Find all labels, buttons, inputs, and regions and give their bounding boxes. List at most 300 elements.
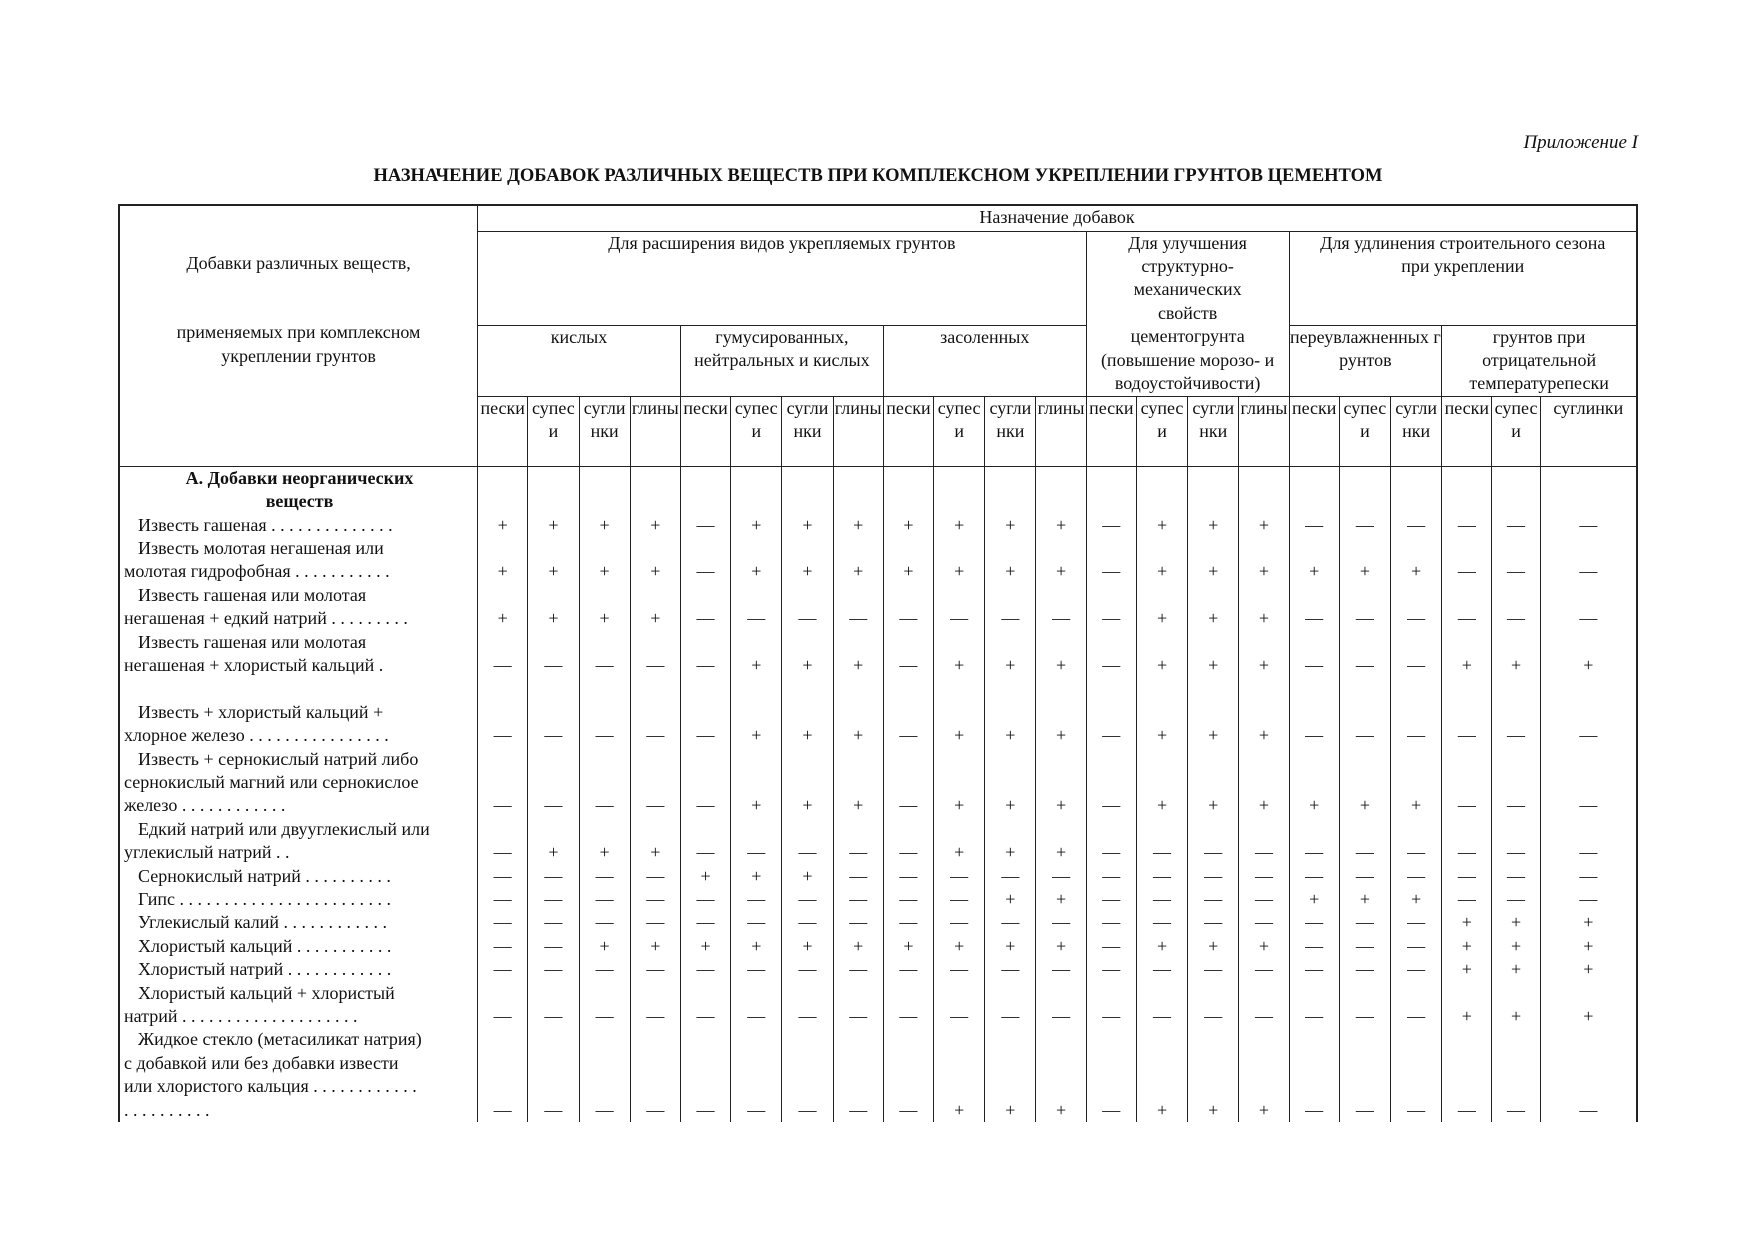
table-cell: — [1540,584,1637,631]
header-soil-sugl: суглинки [579,396,630,466]
row-label-line: . . . . . . . . . . [124,1099,210,1120]
table-cell: — [1086,958,1136,981]
header-group-improve [1086,231,1289,396]
table-cell: + [1540,911,1637,934]
header-soil-supe: супеси [1136,396,1187,466]
table-cell: — [1339,911,1390,934]
table-cell: — [1239,958,1289,981]
header-soil-sugl: суглинки [1188,396,1239,466]
table-cell: + [1136,537,1187,584]
row-label-line: Едкий натрий или двууглекислый или [138,818,430,839]
table-cell: — [1540,865,1637,888]
row-label-line: хлорное железо . . . . . . . . . . . . . . . . [124,725,389,746]
table-cell: + [883,935,933,958]
table-cell: — [1289,584,1339,631]
table-cell: + [1442,911,1492,934]
row-label [119,677,478,747]
table-cell: — [680,911,730,934]
table-cell: — [782,911,833,934]
table-cell: — [1442,818,1492,865]
table-cell: — [1391,935,1442,958]
table-cell: — [1540,537,1637,584]
header-stub-line1: Добавки различных веществ, [186,253,411,273]
table-cell: — [985,584,1036,631]
row-label-line: негашеная + хлористый кальций . [124,654,384,675]
table-cell: — [478,818,528,865]
table-cell: + [579,584,630,631]
table-cell: + [934,935,985,958]
header-stub-line2: применяемых при комплексном укреплении грунтов [176,322,421,366]
header-stub [119,205,478,466]
row-label-line: сернокислый магний или сернокислое [124,772,419,792]
table-cell: — [883,958,933,981]
table-cell: — [833,584,883,631]
table-cell: — [731,1028,782,1122]
table-cell: — [1492,537,1540,584]
table-cell: + [1239,631,1289,678]
table-cell: + [1289,888,1339,911]
table-cell: — [1036,958,1086,981]
table-cell: + [1492,958,1540,981]
row-label [119,982,478,1029]
table-cell: — [478,935,528,958]
table-cell: + [1540,935,1637,958]
table-cell: — [1086,537,1136,584]
table-cell: + [934,748,985,818]
table-cell: — [1239,982,1289,1029]
table-cell: — [680,748,730,818]
table-cell: — [1339,982,1390,1029]
table-cell: + [985,1028,1036,1122]
table-cell: — [731,982,782,1029]
table-cell: + [1339,537,1390,584]
table-cell: — [1492,748,1540,818]
table-cell: — [1492,865,1540,888]
table-cell: + [1239,584,1289,631]
row-label-line: молотая гидрофобная . . . . . . . . . . . [124,561,390,582]
page-title: НАЗНАЧЕНИЕ ДОБАВОК РАЗЛИЧНЫХ ВЕЩЕСТВ ПРИ КОМПЛЕКСНОМ УКРЕПЛЕНИИ ГРУНТОВ ЦЕМЕНТОМ [373,166,1383,186]
table-row [119,748,1637,818]
row-label [119,865,478,888]
table-cell: — [1391,958,1442,981]
table-cell: — [1086,584,1136,631]
table-cell: + [985,677,1036,747]
table-cell: — [1391,677,1442,747]
table-cell: + [1136,935,1187,958]
table-cell: — [1086,677,1136,747]
header-soil-supe: супеси [528,396,579,466]
row-label [119,1028,478,1122]
table-cell: — [579,982,630,1029]
table-cell: + [1239,935,1289,958]
table-cell: — [1036,865,1086,888]
table-cell: — [1492,514,1540,537]
table-cell: — [579,888,630,911]
table-cell: — [1391,818,1442,865]
row-label [119,514,478,537]
row-label-line: Известь молотая негашеная или [138,537,384,558]
table-row [119,584,1637,631]
row-label-line: Гипс . . . . . . . . . . . . . . . . . . . . . . . . [138,889,391,910]
table-cell: — [478,865,528,888]
row-label [119,584,478,631]
table-cell: + [1036,631,1086,678]
header-soil-glin: глины [1239,396,1289,466]
row-label-line: или хлористого кальция . . . . . . . . . . . . [124,1076,417,1097]
table-cell: — [1289,865,1339,888]
table-cell: — [528,631,579,678]
table-cell: — [1391,631,1442,678]
table-cell: — [782,584,833,631]
table-cell: — [1391,982,1442,1029]
table-cell: — [1289,1028,1339,1122]
table-cell: — [1540,677,1637,747]
row-label [119,911,478,934]
table-cell: — [1188,982,1239,1029]
table-cell: — [1086,911,1136,934]
table-cell: + [1239,1028,1289,1122]
table-cell: + [1136,677,1187,747]
table-cell: — [985,911,1036,934]
table-cell: + [934,818,985,865]
header-soil-pesk: пески [1289,396,1339,466]
header-soil-sugl: суглинки [782,396,833,466]
header-group-improve-a: Для улучшения структурно-механических свойств [1128,232,1247,323]
table-cell: + [833,514,883,537]
table-cell: + [680,865,730,888]
header-group-improve-b: цементогрунта (повышение морозо- и водоустойчивости) [1100,326,1275,393]
table-cell: + [1136,514,1187,537]
table-cell: + [1442,935,1492,958]
table-cell: — [1289,958,1339,981]
row-label-line: Сернокислый натрий . . . . . . . . . . [138,865,391,886]
table-cell: + [1239,677,1289,747]
table-cell: — [1086,748,1136,818]
header-sub-acid: кислых [478,325,681,396]
row-label [119,935,478,958]
header-soil-pesk: пески [883,396,933,466]
table-cell: + [1239,748,1289,818]
row-label-line: Известь гашеная или молотая [138,584,367,605]
table-cell: + [630,537,680,584]
table-cell: — [680,514,730,537]
table-cell: + [1188,677,1239,747]
table-cell: — [528,935,579,958]
table-cell: + [680,935,730,958]
table-cell: — [1339,958,1390,981]
table-cell: + [1339,748,1390,818]
row-label [119,888,478,911]
table-cell: — [579,1028,630,1122]
table-cell: — [1086,818,1136,865]
table-cell: — [1188,818,1239,865]
table-cell: — [782,958,833,981]
table-cell: — [579,958,630,981]
table-cell: — [1339,514,1390,537]
table-cell: + [731,514,782,537]
table-cell: + [934,677,985,747]
table-cell: — [1442,1028,1492,1122]
row-label [119,537,478,584]
table-cell: — [1086,982,1136,1029]
table-cell: — [1289,911,1339,934]
row-label-line: углекислый натрий . . [124,842,290,863]
header-soil-supe: супеси [1339,396,1390,466]
table-cell: — [833,888,883,911]
table-cell: + [934,514,985,537]
table-row [119,1028,1637,1122]
table-cell: — [1086,631,1136,678]
row-label [119,631,478,678]
table-cell: — [1442,677,1492,747]
table-cell: + [833,537,883,584]
table-cell: + [1036,748,1086,818]
table-cell: — [883,911,933,934]
table-cell: — [528,958,579,981]
table-cell: — [1442,584,1492,631]
table-cell: — [1289,935,1339,958]
header-group-expand: Для расширения видов укрепляемых грунтов [478,231,1087,325]
table-cell: — [1540,514,1637,537]
table-cell: — [1136,982,1187,1029]
table-cell: + [731,537,782,584]
table-row [119,888,1637,911]
table-cell: — [1391,911,1442,934]
table-cell: — [1289,631,1339,678]
table-cell: — [630,677,680,747]
table-cell: + [1136,1028,1187,1122]
table-cell: + [1540,631,1637,678]
table-cell: + [782,537,833,584]
table-cell: + [1391,748,1442,818]
table-cell: + [731,631,782,678]
table-cell: — [782,888,833,911]
table-cell: — [478,982,528,1029]
table-cell: + [833,935,883,958]
row-label [119,748,478,818]
table-cell: — [883,1028,933,1122]
table-cell: — [1391,514,1442,537]
table-cell: + [630,514,680,537]
table-cell: + [1339,888,1390,911]
table-cell: + [478,584,528,631]
table-cell: + [1391,537,1442,584]
table-cell: + [1188,631,1239,678]
table-cell: + [579,935,630,958]
table-cell: — [579,748,630,818]
row-label-line: Жидкое стекло (метасиликат натрия) [138,1029,422,1050]
table-cell: — [1239,911,1289,934]
table-cell: — [1492,1028,1540,1122]
table-cell: — [731,818,782,865]
table-cell: + [1442,982,1492,1029]
table-cell: + [1540,982,1637,1029]
table-cell: — [528,1028,579,1122]
table-cell: + [630,584,680,631]
table-cell: — [630,911,680,934]
table-cell: + [1188,584,1239,631]
table-cell: — [1136,888,1187,911]
table-cell: + [579,537,630,584]
table-cell: — [1339,1028,1390,1122]
table-cell: — [1339,865,1390,888]
header-soil-supe: супеси [731,396,782,466]
header-sub-saline: засоленных [883,325,1086,396]
table-cell: — [833,911,883,934]
table-cell: — [478,677,528,747]
table-cell: — [1136,865,1187,888]
table-cell: + [478,537,528,584]
table-cell: — [528,911,579,934]
header-soil-pesk: пески [478,396,528,466]
table-cell: — [833,958,883,981]
header-soil-glin: глины [1036,396,1086,466]
table-cell: — [630,888,680,911]
table-cell: + [985,514,1036,537]
header-sub-negative: грунтов при отрицательной температурепески [1442,325,1637,396]
table-cell: — [1086,1028,1136,1122]
table-cell: + [1136,584,1187,631]
table-cell: — [630,748,680,818]
table-cell: — [731,584,782,631]
table-cell: — [731,911,782,934]
table-cell: — [833,982,883,1029]
header-soil-supe: супеси [1492,396,1540,466]
table-cell: + [934,631,985,678]
table-cell: — [680,537,730,584]
row-label-line: Известь + хлористый кальций + [138,701,384,722]
table-cell: + [985,631,1036,678]
table-cell: — [883,982,933,1029]
table-cell: — [630,958,680,981]
header-soil-sugl: суглинки [1391,396,1442,466]
row-label-line: Хлористый натрий . . . . . . . . . . . . [138,959,392,980]
table-cell: + [1036,514,1086,537]
table-cell: + [528,537,579,584]
table-cell: + [1540,958,1637,981]
table-cell: + [782,935,833,958]
table-cell: + [1239,537,1289,584]
header-soil-glin: глины [833,396,883,466]
table-cell: + [1036,935,1086,958]
table-cell: — [680,677,730,747]
table-cell: + [1188,748,1239,818]
table-cell: + [1289,537,1339,584]
table-cell: + [1239,514,1289,537]
table-cell: — [1540,748,1637,818]
additives-table [118,204,1638,1122]
table-row [119,935,1637,958]
table-cell: — [833,865,883,888]
table-cell: — [1540,888,1637,911]
table-cell: + [1492,935,1540,958]
table-cell: — [1136,818,1187,865]
table-cell: — [1492,888,1540,911]
table-cell: — [579,677,630,747]
table-cell: — [1540,1028,1637,1122]
table-cell: + [1036,818,1086,865]
table-cell: — [1036,584,1086,631]
header-sub-wet: переувлажненных грунтов [1289,325,1442,396]
row-label-line: железо . . . . . . . . . . . . [124,795,286,816]
table-cell: — [1442,537,1492,584]
table-cell: + [579,514,630,537]
table-cell: + [1492,982,1540,1029]
table-cell: — [1442,748,1492,818]
table-cell: + [833,748,883,818]
header-sub-humus: гумусированных, нейтральных и кислых [680,325,883,396]
table-cell: — [579,911,630,934]
table-cell: + [1492,911,1540,934]
header-soil-sugl-last: суглинки [1540,396,1637,466]
table-cell: — [680,982,730,1029]
table-cell: — [478,958,528,981]
table-cell: — [883,584,933,631]
table-cell: — [1136,958,1187,981]
appendix-label: Приложение I [1523,132,1638,153]
table-cell: — [630,982,680,1029]
table-cell: — [934,958,985,981]
table-cell: — [478,748,528,818]
table-cell: — [1492,818,1540,865]
table-cell: — [1086,888,1136,911]
table-cell: — [731,958,782,981]
table-cell: — [1188,888,1239,911]
table-cell: — [1442,865,1492,888]
table-row [119,537,1637,584]
table-cell: — [1036,911,1086,934]
row-label-line: негашеная + едкий натрий . . . . . . . . . [124,608,408,629]
table-cell: — [833,1028,883,1122]
table-cell: — [1188,958,1239,981]
table-cell: + [782,865,833,888]
table-cell: + [934,537,985,584]
table-cell: — [528,748,579,818]
table-cell: — [680,888,730,911]
header-soil-pesk: пески [1442,396,1492,466]
table-cell: + [1188,537,1239,584]
table-cell: + [1289,748,1339,818]
table-cell: — [1086,865,1136,888]
header-soil-supe: супеси [934,396,985,466]
table-cell: — [1239,818,1289,865]
table-cell: + [1442,958,1492,981]
table-cell: — [478,1028,528,1122]
table-cell: — [680,818,730,865]
table-cell: + [782,631,833,678]
table-cell: + [985,935,1036,958]
table-cell: — [1239,888,1289,911]
table-cell: — [680,958,730,981]
row-label [119,818,478,865]
table-cell: — [1289,677,1339,747]
table-cell: — [1339,818,1390,865]
table-cell: — [528,865,579,888]
header-soil-glin: глины [630,396,680,466]
table-cell: — [934,888,985,911]
row-label-line: Известь + сернокислый натрий либо [138,748,419,769]
table-cell: + [985,818,1036,865]
table-cell: — [985,865,1036,888]
table-cell: + [1036,888,1086,911]
table-cell: — [782,982,833,1029]
table-cell: — [1339,677,1390,747]
table-cell: + [731,677,782,747]
table-cell: + [1492,631,1540,678]
table-cell: + [1036,677,1086,747]
table-cell: — [934,911,985,934]
table-cell: — [1339,584,1390,631]
